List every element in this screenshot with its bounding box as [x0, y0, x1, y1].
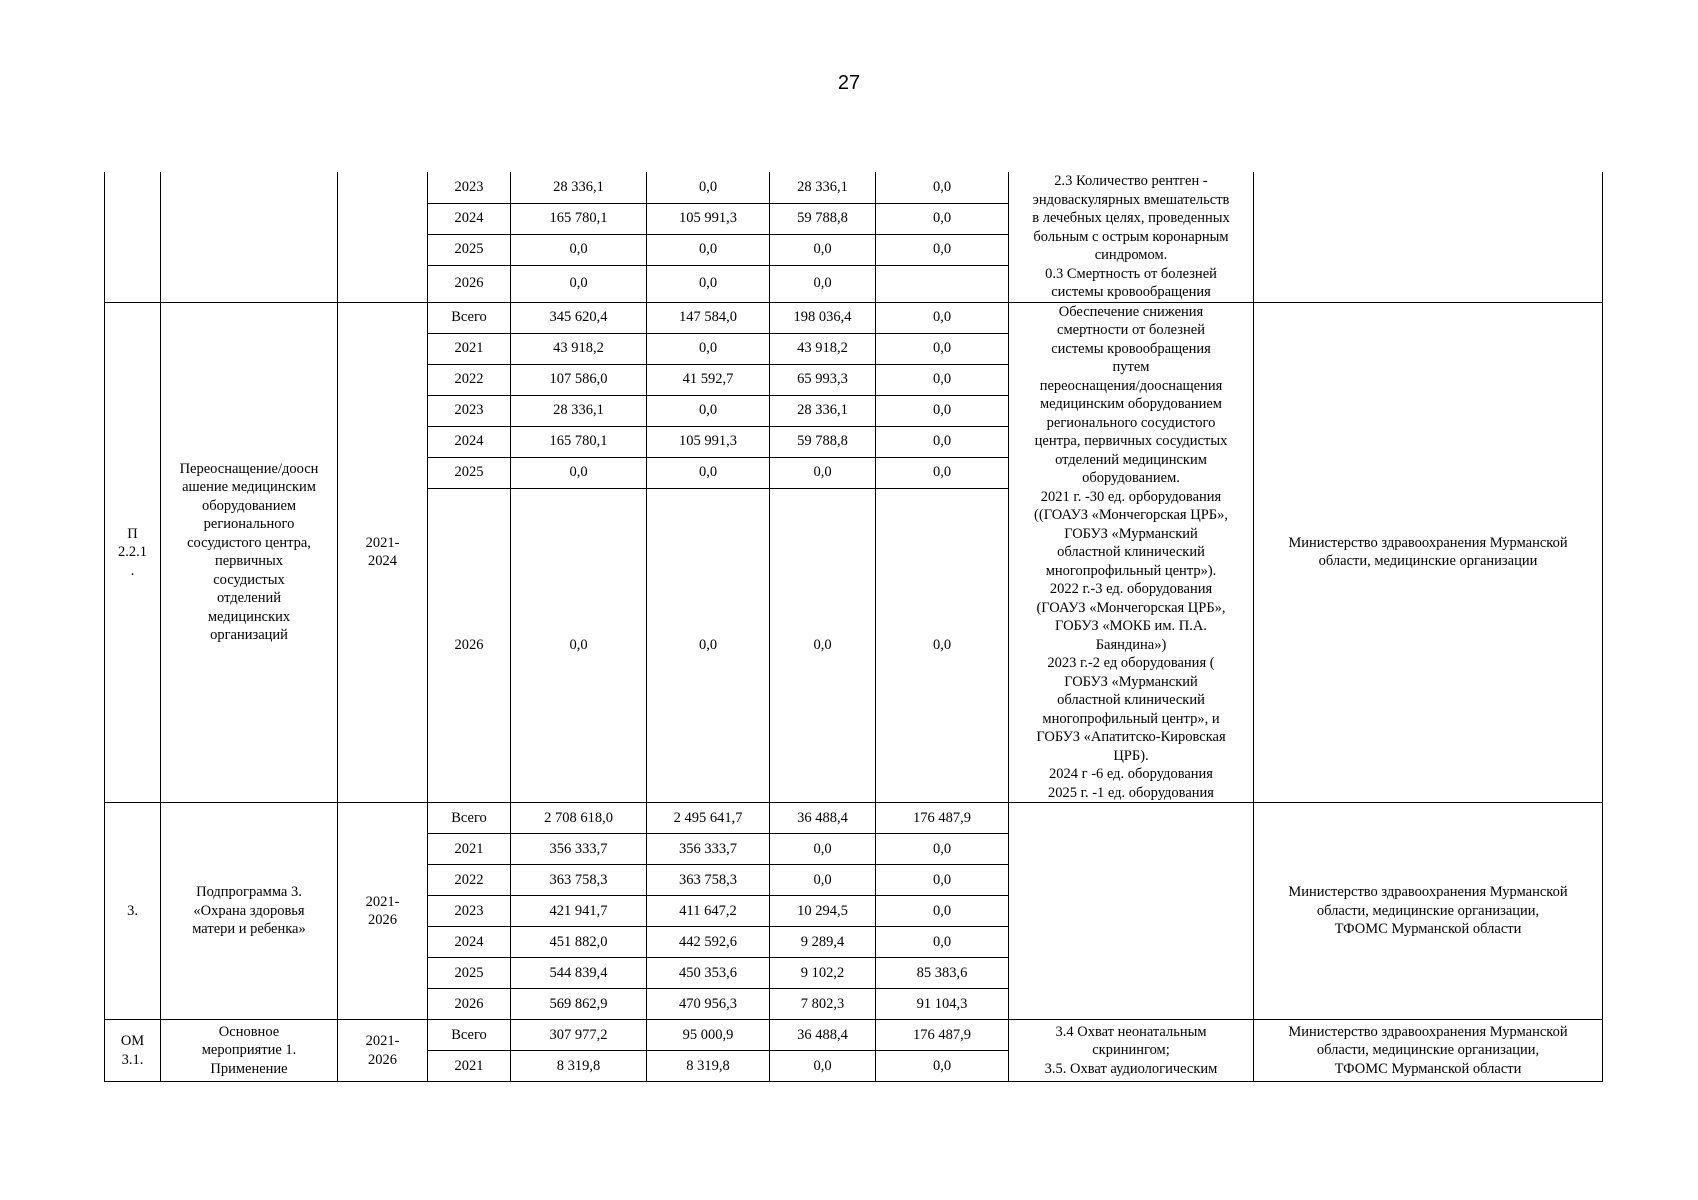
year-cell: 2026 — [428, 488, 511, 802]
regional-budget-cell: 0,0 — [770, 457, 876, 488]
row-number-cell — [105, 172, 161, 302]
total-cell: 165 780,1 — [511, 203, 647, 234]
federal-budget-cell: 147 584,0 — [647, 302, 770, 333]
federal-budget-cell: 450 353,6 — [647, 958, 770, 989]
federal-budget-cell: 2 495 641,7 — [647, 803, 770, 834]
total-cell: 451 882,0 — [511, 927, 647, 958]
year-cell: 2022 — [428, 364, 511, 395]
year-cell: Всего — [428, 1020, 511, 1051]
program-table — [104, 172, 1603, 1082]
regional-budget-cell: 9 289,4 — [770, 927, 876, 958]
row-number-cell: П 2.2.1 . — [105, 302, 161, 803]
year-cell: 2025 — [428, 457, 511, 488]
period-cell: 2021- 2026 — [338, 1020, 428, 1082]
regional-budget-cell: 65 993,3 — [770, 364, 876, 395]
regional-budget-cell: 0,0 — [770, 488, 876, 802]
activity-name-cell: Основное мероприятие 1. Применение — [161, 1020, 338, 1082]
executor-cell — [1254, 172, 1603, 302]
regional-budget-cell: 59 788,8 — [770, 426, 876, 457]
year-cell: Всего — [428, 803, 511, 834]
total-cell: 356 333,7 — [511, 834, 647, 865]
other-sources-cell: 85 383,6 — [876, 958, 1009, 989]
regional-budget-cell: 0,0 — [770, 1051, 876, 1082]
other-sources-cell: 0,0 — [876, 302, 1009, 333]
other-sources-cell: 176 487,9 — [876, 1020, 1009, 1051]
table-row — [105, 803, 1603, 834]
other-sources-cell: 0,0 — [876, 488, 1009, 802]
year-cell: 2021 — [428, 1051, 511, 1082]
executor-cell: Министерство здравоохранения Мурманской области, медицинские организации — [1254, 302, 1603, 803]
federal-budget-cell: 8 319,8 — [647, 1051, 770, 1082]
table-row — [105, 172, 1603, 203]
other-sources-cell: 0,0 — [876, 834, 1009, 865]
year-cell: 2022 — [428, 865, 511, 896]
total-cell: 0,0 — [511, 488, 647, 802]
expected-result-cell: Обеспечение снижения смертности от болезней системы кровообращения путем переоснащения/дооснащения медицинским оборудованием регионального сосудистого центра, первичных сосудистых отделений медицинским оборудованием. 2021 г. -30 ед. орборудования ((ГОАУЗ «Мончегорская ЦРБ», ГОБУЗ «Мурманский областной клинический многопрофильный центр»). 2022 г.-3 ед. оборудования (ГОАУЗ «Мончегорская ЦРБ», ГОБУЗ «МОКБ им. П.А. Баяндина») 2023 г.-2 ед оборудования ( ГОБУЗ «Мурманский областной клинический многопрофильный центр», и ГОБУЗ «Апатитско-Кировская ЦРБ). 2024 г -6 ед. оборудования 2025 г. -1 ед. оборудования — [1009, 302, 1254, 803]
year-cell: 2023 — [428, 395, 511, 426]
regional-budget-cell: 28 336,1 — [770, 172, 876, 203]
row-number-cell: ОМ 3.1. — [105, 1020, 161, 1082]
total-cell: 8 319,8 — [511, 1051, 647, 1082]
regional-budget-cell: 36 488,4 — [770, 1020, 876, 1051]
total-cell: 165 780,1 — [511, 426, 647, 457]
total-cell: 569 862,9 — [511, 989, 647, 1020]
total-cell: 544 839,4 — [511, 958, 647, 989]
total-cell: 0,0 — [511, 457, 647, 488]
federal-budget-cell: 105 991,3 — [647, 203, 770, 234]
other-sources-cell: 0,0 — [876, 333, 1009, 364]
total-cell: 363 758,3 — [511, 865, 647, 896]
year-cell: 2023 — [428, 172, 511, 203]
regional-budget-cell: 59 788,8 — [770, 203, 876, 234]
regional-budget-cell: 0,0 — [770, 865, 876, 896]
executor-cell: Министерство здравоохранения Мурманской области, медицинские организации, ТФОМС Мурманской области — [1254, 803, 1603, 1020]
regional-budget-cell: 198 036,4 — [770, 302, 876, 333]
executor-cell: Министерство здравоохранения Мурманской области, медицинские организации, ТФОМС Мурманской области — [1254, 1020, 1603, 1082]
regional-budget-cell: 0,0 — [770, 834, 876, 865]
other-sources-cell — [876, 265, 1009, 302]
regional-budget-cell: 36 488,4 — [770, 803, 876, 834]
year-cell: 2021 — [428, 333, 511, 364]
other-sources-cell: 0,0 — [876, 234, 1009, 265]
period-cell: 2021- 2024 — [338, 302, 428, 803]
year-cell: 2025 — [428, 958, 511, 989]
table-row — [105, 1020, 1603, 1051]
federal-budget-cell: 363 758,3 — [647, 865, 770, 896]
federal-budget-cell: 0,0 — [647, 172, 770, 203]
year-cell: Всего — [428, 302, 511, 333]
other-sources-cell: 0,0 — [876, 896, 1009, 927]
other-sources-cell: 0,0 — [876, 865, 1009, 896]
total-cell: 0,0 — [511, 265, 647, 302]
federal-budget-cell: 0,0 — [647, 395, 770, 426]
table-body — [105, 172, 1603, 1082]
year-cell: 2025 — [428, 234, 511, 265]
regional-budget-cell: 43 918,2 — [770, 333, 876, 364]
other-sources-cell: 0,0 — [876, 1051, 1009, 1082]
total-cell: 2 708 618,0 — [511, 803, 647, 834]
other-sources-cell: 91 104,3 — [876, 989, 1009, 1020]
expected-result-cell — [1009, 803, 1254, 1020]
federal-budget-cell: 0,0 — [647, 265, 770, 302]
federal-budget-cell: 41 592,7 — [647, 364, 770, 395]
total-cell: 43 918,2 — [511, 333, 647, 364]
other-sources-cell: 0,0 — [876, 203, 1009, 234]
regional-budget-cell: 9 102,2 — [770, 958, 876, 989]
period-cell — [338, 172, 428, 302]
federal-budget-cell: 470 956,3 — [647, 989, 770, 1020]
table-row — [105, 302, 1603, 333]
federal-budget-cell: 95 000,9 — [647, 1020, 770, 1051]
year-cell: 2024 — [428, 203, 511, 234]
federal-budget-cell: 356 333,7 — [647, 834, 770, 865]
expected-result-cell: 2.3 Количество рентген - эндоваскулярных вмешательств в лечебных целях, проведенных больным с острым коронарным синдромом. 0.3 Смертность от болезней системы кровообращения — [1009, 172, 1254, 302]
other-sources-cell: 0,0 — [876, 927, 1009, 958]
other-sources-cell: 0,0 — [876, 426, 1009, 457]
activity-name-cell: Переоснащение/доосн ашение медицинским оборудованием регионального сосудистого центра, первичных сосудистых отделений медицинских организаций — [161, 302, 338, 803]
other-sources-cell: 0,0 — [876, 364, 1009, 395]
year-cell: 2021 — [428, 834, 511, 865]
total-cell: 345 620,4 — [511, 302, 647, 333]
federal-budget-cell: 442 592,6 — [647, 927, 770, 958]
regional-budget-cell: 0,0 — [770, 265, 876, 302]
total-cell: 28 336,1 — [511, 172, 647, 203]
year-cell: 2024 — [428, 426, 511, 457]
year-cell: 2026 — [428, 265, 511, 302]
regional-budget-cell: 10 294,5 — [770, 896, 876, 927]
total-cell: 307 977,2 — [511, 1020, 647, 1051]
year-cell: 2024 — [428, 927, 511, 958]
total-cell: 28 336,1 — [511, 395, 647, 426]
activity-name-cell: Подпрограмма 3. «Охрана здоровья матери и ребенка» — [161, 803, 338, 1020]
other-sources-cell: 0,0 — [876, 457, 1009, 488]
expected-result-cell: 3.4 Охват неонатальным скринингом; 3.5. Охват аудиологическим — [1009, 1020, 1254, 1082]
total-cell: 107 586,0 — [511, 364, 647, 395]
total-cell: 0,0 — [511, 234, 647, 265]
year-cell: 2023 — [428, 896, 511, 927]
total-cell: 421 941,7 — [511, 896, 647, 927]
other-sources-cell: 0,0 — [876, 395, 1009, 426]
federal-budget-cell: 105 991,3 — [647, 426, 770, 457]
other-sources-cell: 176 487,9 — [876, 803, 1009, 834]
federal-budget-cell: 0,0 — [647, 457, 770, 488]
federal-budget-cell: 0,0 — [647, 234, 770, 265]
regional-budget-cell: 7 802,3 — [770, 989, 876, 1020]
page-number: 27 — [837, 72, 861, 94]
year-cell: 2026 — [428, 989, 511, 1020]
regional-budget-cell: 28 336,1 — [770, 395, 876, 426]
federal-budget-cell: 0,0 — [647, 333, 770, 364]
other-sources-cell: 0,0 — [876, 172, 1009, 203]
activity-name-cell — [161, 172, 338, 302]
row-number-cell: 3. — [105, 803, 161, 1020]
federal-budget-cell: 0,0 — [647, 488, 770, 802]
federal-budget-cell: 411 647,2 — [647, 896, 770, 927]
regional-budget-cell: 0,0 — [770, 234, 876, 265]
period-cell: 2021- 2026 — [338, 803, 428, 1020]
